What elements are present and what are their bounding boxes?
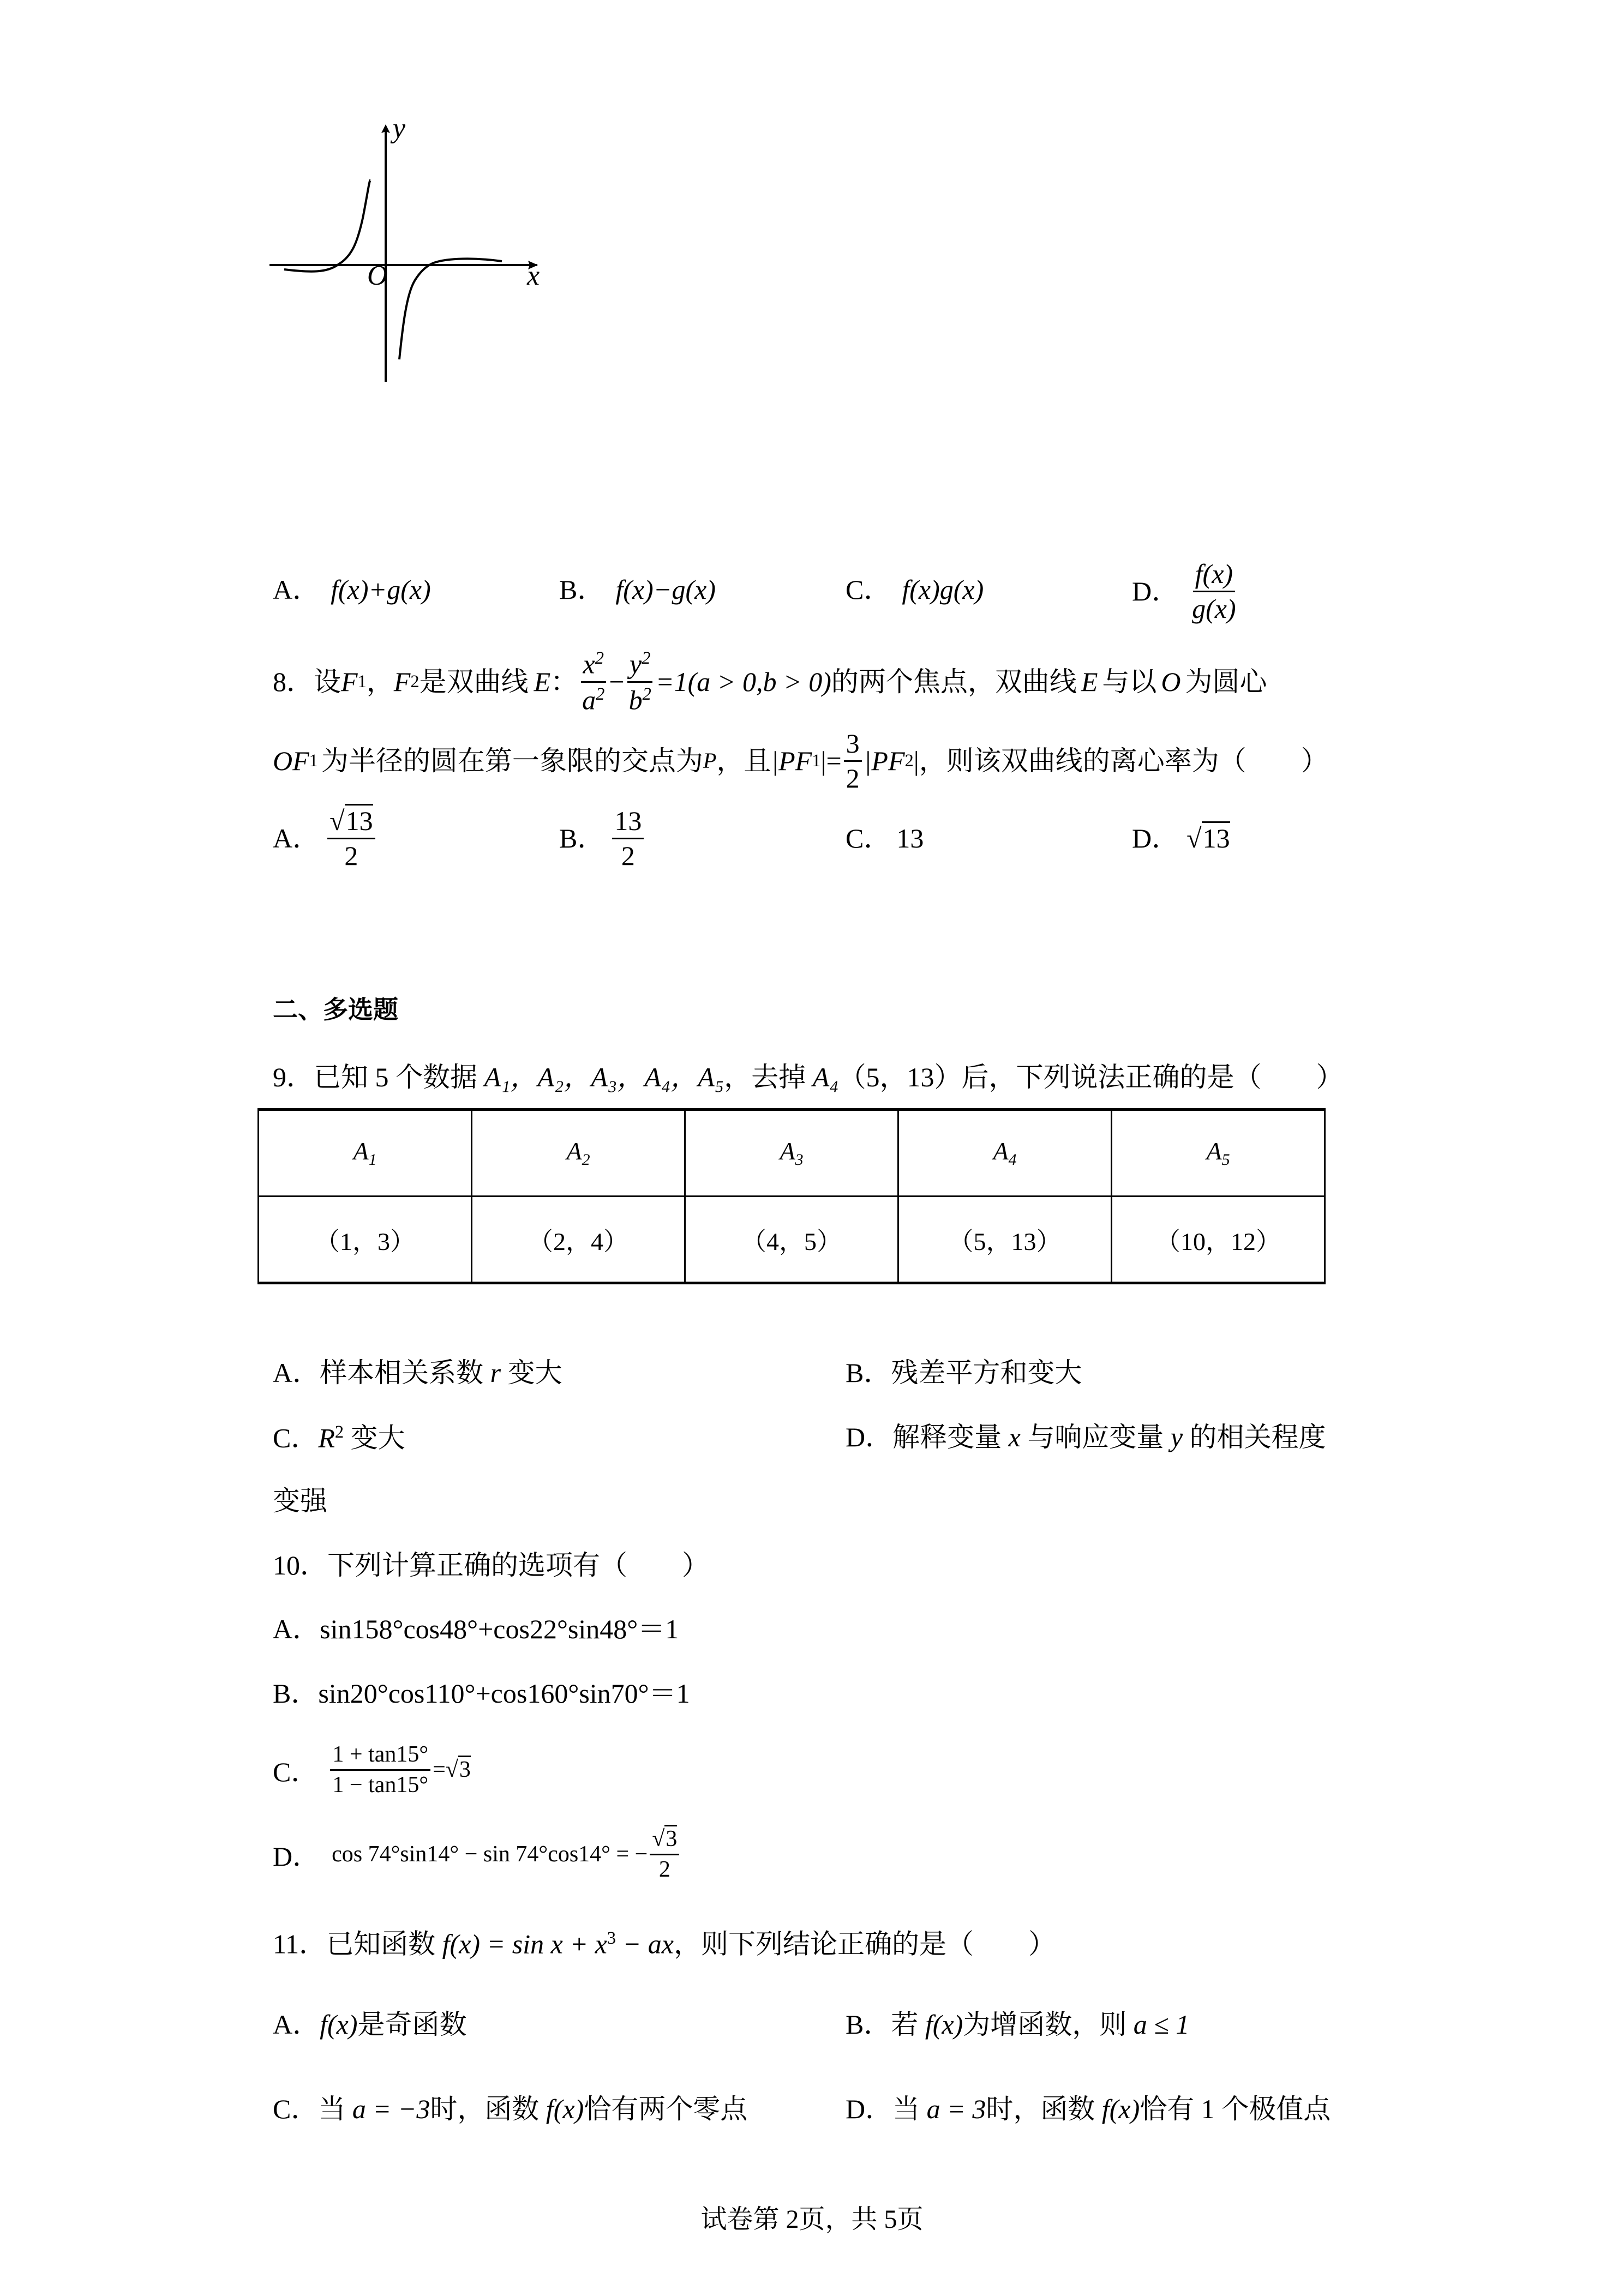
q9-option-c xyxy=(273,1423,405,1452)
text: A xyxy=(353,1137,369,1165)
text: − xyxy=(609,666,625,697)
math-var: y xyxy=(1170,1422,1183,1452)
fraction xyxy=(650,1827,679,1881)
q10-option-c xyxy=(273,1740,471,1800)
superscript: 2 xyxy=(642,648,651,669)
x-axis-label: x xyxy=(527,260,540,291)
subscript: 1 xyxy=(812,750,821,771)
subscript: 1 xyxy=(357,671,367,692)
text: ： xyxy=(550,666,578,697)
subscript: 5 xyxy=(1221,1151,1230,1169)
q8-option-a xyxy=(273,806,377,871)
q9-option-a xyxy=(273,1359,562,1386)
math-expr: a ≤ 1 xyxy=(1133,2009,1190,2040)
q10-option-d xyxy=(273,1819,681,1890)
q11-option-c xyxy=(273,2095,747,2123)
table-header-cell xyxy=(259,1110,472,1197)
text: A xyxy=(566,1137,582,1165)
math-var: A₄ xyxy=(812,1062,839,1092)
q7-option-d xyxy=(1132,560,1241,623)
text: 11．已知函数 xyxy=(273,1928,442,1960)
curve-right-branch xyxy=(399,259,502,359)
subscript: 4 xyxy=(1008,1151,1017,1169)
curve-left-branch xyxy=(284,180,370,272)
q8-option-d xyxy=(1132,825,1230,852)
text: a xyxy=(582,684,596,716)
text: 8．设 xyxy=(273,666,341,697)
option-letter: C． xyxy=(273,1757,319,1787)
q10-option-a: A．sin158°cos48°+cos22°sin48°＝1 xyxy=(273,1614,679,1644)
text: 与响应变量 xyxy=(1020,1422,1171,1452)
text: C． xyxy=(273,1422,319,1453)
text: 为半径的圆在第一象限的交点为 xyxy=(321,746,703,776)
math-expr: |PF xyxy=(771,746,812,776)
fraction xyxy=(1190,560,1238,623)
radicand: 3 xyxy=(458,1756,471,1782)
text: 时，函数 xyxy=(986,2094,1102,2124)
text: （5，13）后，下列说法正确的是（ ） xyxy=(838,1062,1344,1092)
math-expr: f(x) xyxy=(546,2094,584,2124)
fraction xyxy=(844,729,862,792)
y-axis-label: y xyxy=(393,113,406,144)
text: A xyxy=(993,1137,1009,1165)
text: ，且 xyxy=(716,746,771,776)
section-title: 二、多选题 xyxy=(273,995,398,1024)
math-expr: |PF xyxy=(864,746,905,776)
superscript: 2 xyxy=(595,648,604,669)
option-letter: D． xyxy=(1132,576,1179,606)
subscript: 2 xyxy=(410,671,420,692)
sqrt-icon: √ xyxy=(329,806,345,836)
option-expr: f(x)−g(x) xyxy=(615,574,716,605)
subscript: 2 xyxy=(904,750,914,771)
math-expr: |= xyxy=(820,746,842,776)
sqrt-icon: √ xyxy=(445,1757,458,1782)
fraction-denominator: 2 xyxy=(658,1856,670,1882)
fraction xyxy=(327,807,375,870)
text: ，则下列结论正确的是（ ） xyxy=(673,1928,1056,1960)
math-expr: − ax xyxy=(616,1928,674,1960)
q7-option-a xyxy=(273,576,431,603)
text: y xyxy=(629,649,642,680)
fraction-numerator xyxy=(627,649,652,682)
text: C．当 xyxy=(273,2094,352,2124)
math-expr: f(x) xyxy=(320,2009,358,2040)
sqrt-icon: √ xyxy=(1186,823,1202,854)
fraction-denominator: 1 − tan15° xyxy=(332,1772,429,1798)
math-expr: f(x) xyxy=(1101,2094,1140,2124)
text: x xyxy=(583,649,595,680)
math-var: O xyxy=(1161,666,1181,697)
fraction xyxy=(627,649,654,714)
fraction-denominator: g(x) xyxy=(1192,593,1236,624)
text: ， xyxy=(366,666,394,697)
fraction xyxy=(580,649,607,714)
radicand: 13 xyxy=(1202,821,1230,854)
q11-option-d xyxy=(846,2095,1331,2123)
option-letter: B． xyxy=(559,574,605,605)
text: 的相关程度 xyxy=(1183,1422,1326,1452)
math-var: OF xyxy=(273,746,309,776)
subscript: 3 xyxy=(795,1151,804,1169)
q8-stem-line1 xyxy=(273,649,1267,714)
math-expr: cos 74°sin14° − sin 74°cos14° = − xyxy=(332,1842,648,1867)
math-var: F xyxy=(341,666,358,697)
q8-option-b xyxy=(559,806,646,871)
fraction-numerator xyxy=(650,1827,679,1855)
fraction-denominator: 2 xyxy=(344,840,358,871)
table-row xyxy=(259,1197,1325,1283)
text: 与以 xyxy=(1102,666,1157,697)
q11-option-a xyxy=(273,2011,467,2038)
text: 是双曲线 xyxy=(419,666,529,697)
q7-option-c xyxy=(846,576,984,603)
text: 恰有 1 个极值点 xyxy=(1140,2094,1331,2124)
table-cell: （4，5） xyxy=(685,1197,898,1283)
table-header-cell xyxy=(472,1110,685,1197)
text: A xyxy=(780,1137,795,1165)
math-vars: A₁，A₂，A₃，A₄，A₅ xyxy=(484,1062,724,1092)
function-graph xyxy=(262,109,753,556)
option-letter: A． xyxy=(273,823,320,854)
text: ，去掉 xyxy=(724,1062,813,1092)
math-expr: | xyxy=(913,746,919,776)
text: 9．已知 5 个数据 xyxy=(273,1062,484,1092)
text: 时，函数 xyxy=(430,2094,546,2124)
q8-option-c xyxy=(846,825,924,852)
math-expr: f(x) xyxy=(925,2009,963,2040)
data-table xyxy=(257,1108,1326,1284)
math-condition: =1(a > 0,b > 0) xyxy=(655,666,831,697)
q10-stem: 10．下列计算正确的选项有（ ） xyxy=(273,1550,709,1580)
q8-stem-line2 xyxy=(273,728,1328,794)
option-value: 13 xyxy=(896,823,924,854)
fraction-denominator xyxy=(580,683,607,714)
fraction-denominator: 2 xyxy=(621,840,635,871)
fraction-numerator: 3 xyxy=(844,729,862,762)
q9-option-d-wrap: 变强 xyxy=(273,1486,327,1516)
table-header-cell xyxy=(1112,1110,1325,1197)
math-var: x xyxy=(1008,1422,1021,1452)
text: = xyxy=(433,1757,446,1782)
superscript: 2 xyxy=(334,1422,344,1442)
text: 为圆心 xyxy=(1185,666,1267,697)
math-var: E xyxy=(1081,666,1098,697)
fraction-denominator: 2 xyxy=(846,762,860,794)
option-letter: D． xyxy=(273,1841,320,1872)
math-var: R xyxy=(318,1422,335,1453)
table-header-cell xyxy=(685,1110,898,1197)
math-var: E xyxy=(534,666,551,697)
text: 为增函数，则 xyxy=(963,2009,1134,2040)
subscript: 2 xyxy=(582,1151,590,1169)
fraction-denominator xyxy=(627,683,654,714)
table-cell: （10，12） xyxy=(1112,1197,1325,1283)
math-var: P xyxy=(703,748,717,773)
fraction-numerator: f(x) xyxy=(1193,560,1235,592)
page-footer: 试卷第 2页，共 5页 xyxy=(700,2205,924,2234)
text: B．若 xyxy=(846,2009,925,2040)
option-letter: C． xyxy=(846,823,891,854)
text: b xyxy=(628,684,643,716)
q9-option-b: B．残差平方和变大 xyxy=(846,1357,1082,1388)
math-expr: a = −3 xyxy=(352,2094,430,2124)
table-cell: （2，4） xyxy=(472,1197,685,1283)
q10-option-b: B．sin20°cos110°+cos160°sin70°＝1 xyxy=(273,1678,690,1709)
math-var: F xyxy=(393,666,411,697)
option-letter: B． xyxy=(559,823,605,854)
q11-option-b xyxy=(846,2011,1189,2038)
q11-stem xyxy=(273,1930,1056,1958)
fraction-numerator xyxy=(581,649,606,682)
q7-option-b xyxy=(559,576,716,603)
math-expr: a = 3 xyxy=(926,2094,986,2124)
text: A xyxy=(1206,1137,1222,1165)
text: 变大 xyxy=(501,1357,562,1388)
text: ，则该双曲线的离心率为（ ） xyxy=(919,746,1328,776)
text: A． xyxy=(273,2009,320,2040)
q9-stem xyxy=(273,1063,1344,1091)
text: A．样本相关系数 xyxy=(273,1357,490,1388)
text: 变大 xyxy=(344,1422,405,1453)
text: 恰有两个零点 xyxy=(584,2094,748,2124)
superscript: 2 xyxy=(596,684,605,704)
option-expr: f(x)g(x) xyxy=(902,574,984,605)
fraction xyxy=(612,807,644,870)
fraction-numerator: 1 + tan15° xyxy=(330,1742,430,1770)
table-header-cell xyxy=(898,1110,1112,1197)
text: D．当 xyxy=(846,2094,927,2124)
option-letter: C． xyxy=(846,574,891,605)
text: D．解释变量 xyxy=(846,1422,1009,1452)
math-expr: f(x) = sin x + x xyxy=(442,1928,607,1960)
superscript: 2 xyxy=(642,684,651,704)
q9-option-d xyxy=(846,1423,1326,1451)
table-cell: （1，3） xyxy=(259,1197,472,1283)
subscript: 1 xyxy=(309,750,318,771)
fraction-numerator xyxy=(327,807,375,839)
superscript: 3 xyxy=(607,1928,616,1948)
text: 是奇函数 xyxy=(357,2009,467,2040)
fraction xyxy=(330,1742,430,1796)
text: 的两个焦点，双曲线 xyxy=(831,666,1077,697)
option-letter: D． xyxy=(1132,823,1179,854)
sqrt-icon: √ xyxy=(652,1826,665,1852)
option-letter: A． xyxy=(273,574,320,605)
subscript: 1 xyxy=(368,1151,377,1169)
fraction-numerator: 13 xyxy=(612,807,644,839)
option-expr: f(x)+g(x) xyxy=(331,574,431,605)
radicand: 3 xyxy=(664,1825,677,1852)
radicand: 13 xyxy=(345,804,373,836)
table-cell: （5，13） xyxy=(898,1197,1112,1283)
math-var: r xyxy=(490,1357,501,1388)
table-header-row xyxy=(259,1110,1325,1197)
origin-label: O xyxy=(367,260,388,291)
